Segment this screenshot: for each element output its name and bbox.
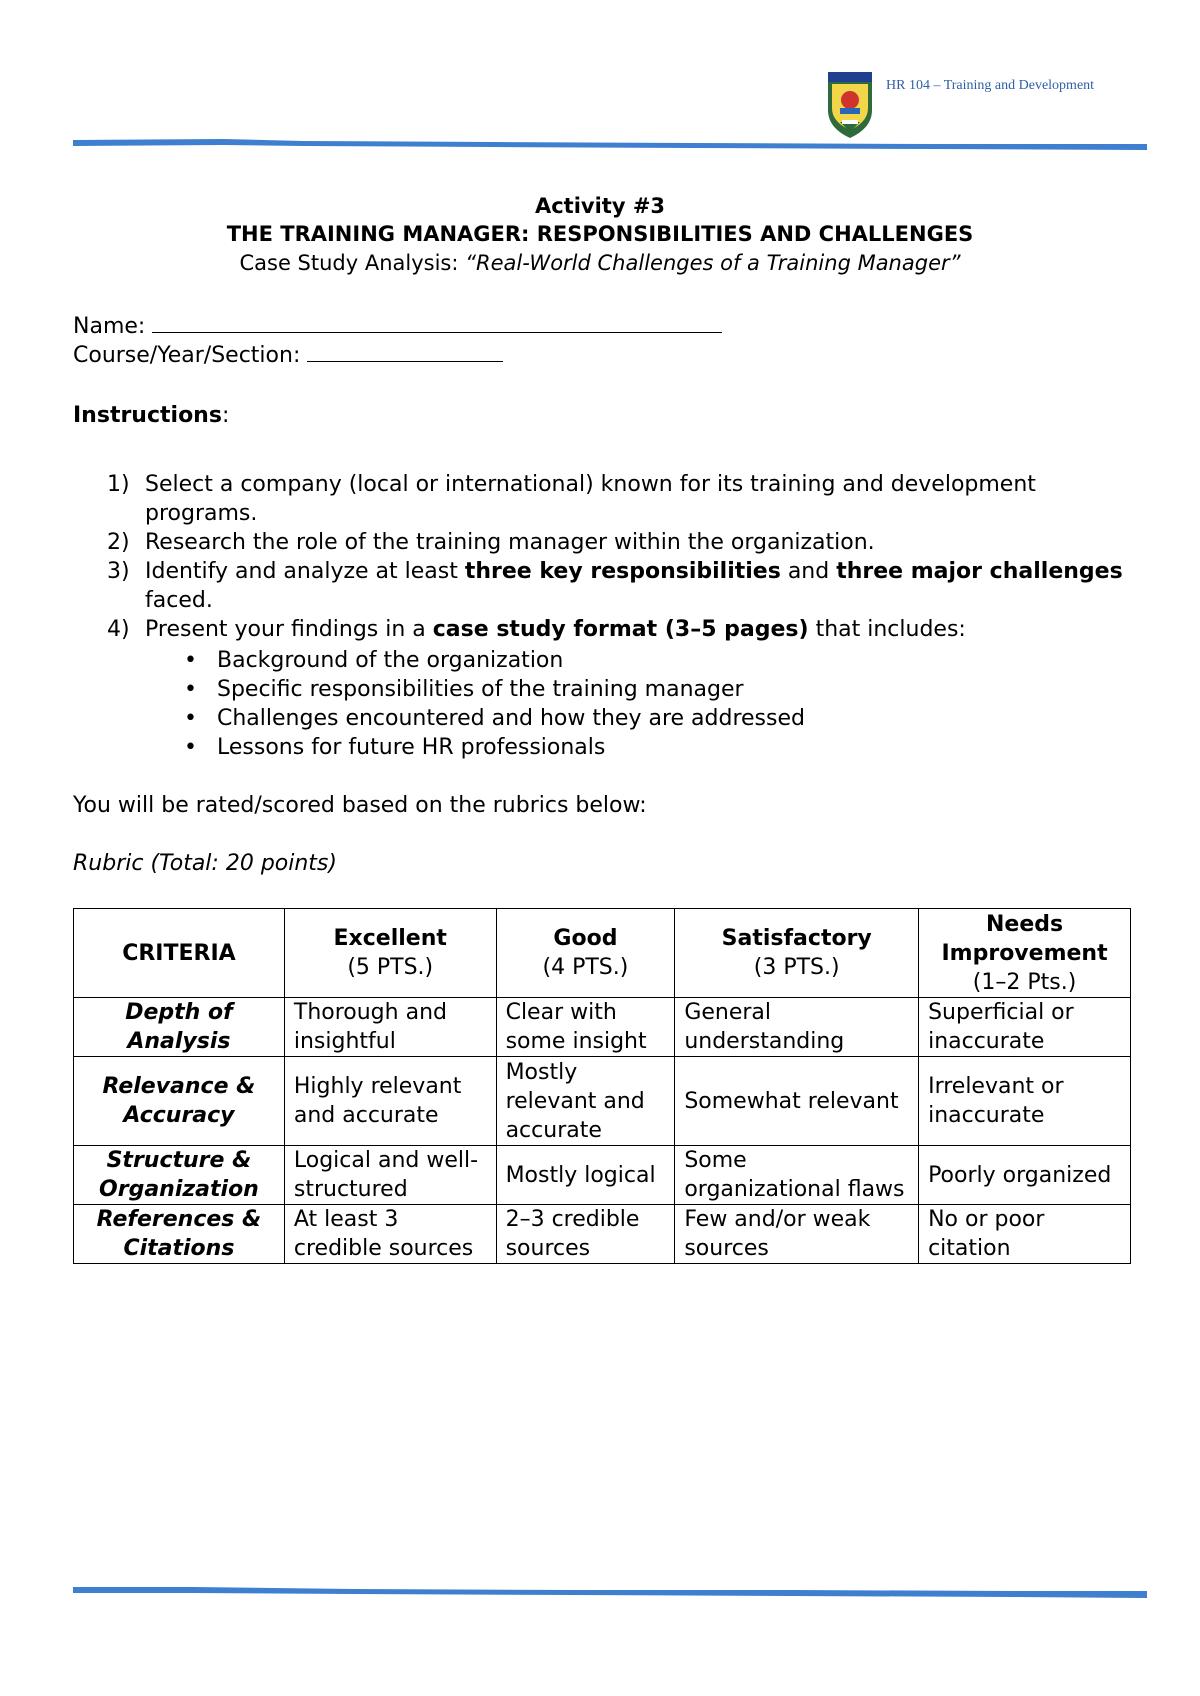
- table-cell: 2–3 credible sources: [496, 1205, 675, 1264]
- rubric-table: [73, 908, 1131, 1264]
- criterion-cell: Depth of Analysis: [74, 998, 285, 1057]
- instructions-heading: Instructions:: [73, 403, 230, 428]
- bullet-icon: •: [184, 735, 197, 760]
- activity-title: Activity #3: [534, 194, 666, 218]
- list-item: • Background of the organization: [184, 648, 564, 673]
- course-label: Course/Year/Section:: [73, 343, 301, 368]
- table-cell: Poorly organized: [919, 1146, 1131, 1205]
- course-year-section-field: [73, 341, 503, 370]
- course-blank-line[interactable]: [307, 341, 503, 362]
- table-cell: At least 3 credible sources: [284, 1205, 496, 1264]
- table-cell: Mostly relevant and accurate: [496, 1057, 675, 1146]
- table-cell: Somewhat relevant: [675, 1057, 919, 1146]
- rating-note: You will be rated/scored based on the rubrics below:: [73, 793, 647, 818]
- table-cell: Thorough and insightful: [284, 998, 496, 1057]
- table-row: [74, 1057, 1131, 1146]
- instruction-steps: [0, 470, 1200, 644]
- table-row: [74, 1205, 1131, 1264]
- header-divider: [73, 137, 1147, 150]
- table-cell: Clear with some insight: [496, 998, 675, 1057]
- name-blank-line[interactable]: [152, 312, 722, 333]
- case-study-subtitle: Case Study Analysis: “Real-World Challenges of a Training Manager”: [239, 251, 961, 275]
- level-header: Satisfactory (3 PTS.): [675, 909, 919, 998]
- level-header: Good (4 PTS.): [496, 909, 675, 998]
- course-header-label: HR 104 – Training and Development: [886, 78, 1095, 93]
- rubric-title: Rubric (Total: 20 points): [73, 851, 337, 876]
- criterion-cell: Structure & Organization: [74, 1146, 285, 1205]
- level-header: Excellent (5 PTS.): [284, 909, 496, 998]
- bullet-icon: •: [184, 648, 197, 673]
- table-cell: Irrelevant or inaccurate: [919, 1057, 1131, 1146]
- list-item: 2) Research the role of the training manager within the organization.: [107, 530, 875, 555]
- footer-divider: [73, 1585, 1147, 1598]
- table-cell: Few and/or weak sources: [675, 1205, 919, 1264]
- list-item: • Lessons for future HR professionals: [184, 735, 606, 760]
- list-item: 1) Select a company (local or international) known for its training and development programs.: [107, 472, 1036, 526]
- table-row: [74, 1146, 1131, 1205]
- table-cell: Some organizational flaws: [675, 1146, 919, 1205]
- list-item: 3) Identify and analyze at least three key responsibilities and three major challenges faced.: [107, 559, 1123, 613]
- title-block: [0, 192, 1200, 278]
- bullet-icon: •: [184, 677, 197, 702]
- name-field: [73, 312, 722, 341]
- criterion-cell: References & Citations: [74, 1205, 285, 1264]
- list-item: • Challenges encountered and how they are addressed: [184, 706, 805, 731]
- main-title: THE TRAINING MANAGER: RESPONSIBILITIES AND CHALLENGES: [226, 222, 974, 246]
- table-cell: General understanding: [675, 998, 919, 1057]
- table-row: [74, 998, 1131, 1057]
- bullet-icon: •: [184, 706, 197, 731]
- table-cell: Superficial or inaccurate: [919, 998, 1131, 1057]
- list-item: • Specific responsibilities of the training manager: [184, 677, 744, 702]
- criterion-cell: Relevance & Accuracy: [74, 1057, 285, 1146]
- school-seal-logo: [826, 72, 874, 138]
- name-label: Name:: [73, 314, 146, 339]
- table-cell: Highly relevant and accurate: [284, 1057, 496, 1146]
- list-item: 4) Present your findings in a case study format (3–5 pages) that includes:: [107, 617, 966, 642]
- criteria-header: CRITERIA: [74, 909, 285, 998]
- table-header-row: [74, 909, 1131, 998]
- table-cell: No or poor citation: [919, 1205, 1131, 1264]
- case-study-contents-list: [0, 646, 805, 762]
- table-cell: Mostly logical: [496, 1146, 675, 1205]
- table-cell: Logical and well-structured: [284, 1146, 496, 1205]
- level-header: Needs Improvement (1–2 Pts.): [919, 909, 1131, 998]
